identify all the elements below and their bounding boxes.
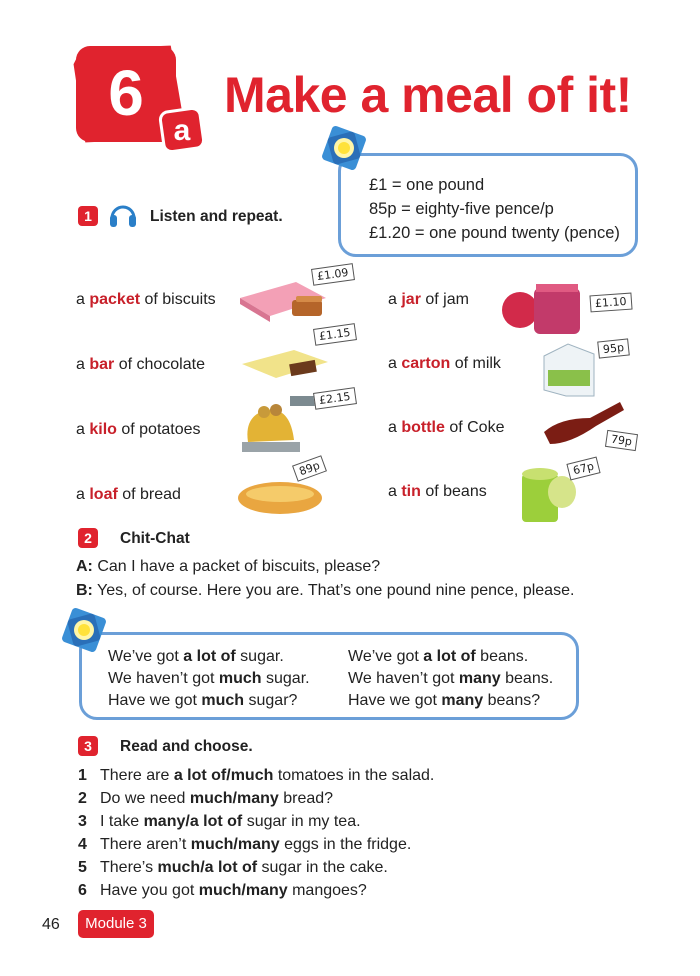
question-item: 4 There aren’t much/many eggs in the fridge. xyxy=(78,836,412,853)
exercise-3-number: 3 xyxy=(78,736,98,756)
grammar-line: We’ve got a lot of sugar. xyxy=(108,648,284,665)
vocab-item: a kilo of potatoes xyxy=(76,421,201,438)
module-badge: Module 3 xyxy=(78,910,154,938)
vocab-item: a carton of milk xyxy=(388,355,501,372)
milk-carton-image xyxy=(538,340,600,398)
price-tag: £1.15 xyxy=(313,323,356,346)
grammar-line: Have we got many beans? xyxy=(348,692,541,709)
question-item: 6 Have you got much/many mangoes? xyxy=(78,882,367,899)
unit-badge xyxy=(72,44,191,148)
vocab-item: a loaf of bread xyxy=(76,486,181,503)
page-title: Make a meal of it! xyxy=(224,67,632,123)
price-tag: £1.10 xyxy=(589,293,632,313)
bread-loaf-image xyxy=(236,476,326,518)
price-tag: 89p xyxy=(292,455,327,482)
tip-flower-icon xyxy=(58,604,110,656)
price-tag: 79p xyxy=(605,430,638,451)
grammar-line: Have we got much sugar? xyxy=(108,692,298,709)
headphones-icon xyxy=(108,200,138,228)
money-line: £1.20 = one pound twenty (pence) xyxy=(369,224,620,242)
question-item: 2 Do we need much/many bread? xyxy=(78,790,334,807)
exercise-2-title: Chit-Chat xyxy=(120,530,190,547)
money-line: £1 = one pound xyxy=(369,176,485,194)
dialogue-line: B: Yes, of course. Here you are. That’s one pound nine pence, please. xyxy=(76,582,575,599)
exercise-3-instruction: Read and choose. xyxy=(120,738,253,755)
tip-flower-icon xyxy=(318,122,370,174)
unit-number: 6 xyxy=(108,57,144,129)
dialogue-line: A: Can I have a packet of biscuits, please? xyxy=(76,558,381,575)
price-tag: 95p xyxy=(597,338,630,358)
vocab-item: a bar of chocolate xyxy=(76,356,205,373)
question-item: 3 I take many/a lot of sugar in my tea. xyxy=(78,813,361,830)
price-tag: £1.09 xyxy=(311,263,354,286)
exercise-1-number: 1 xyxy=(78,206,98,226)
vocab-item: a bottle of Coke xyxy=(388,419,505,436)
grammar-line: We’ve got a lot of beans. xyxy=(348,648,529,665)
price-tag: 67p xyxy=(566,457,600,481)
vocab-item: a jar of jam xyxy=(388,291,469,308)
page-number: 46 xyxy=(42,916,60,933)
question-item: 5 There’s much/a lot of sugar in the cake. xyxy=(78,859,388,876)
jam-jar-image xyxy=(500,280,592,338)
vocab-item: a tin of beans xyxy=(388,483,487,500)
question-item: 1 There are a lot of/much tomatoes in the salad. xyxy=(78,767,435,784)
grammar-line: We haven’t got much sugar. xyxy=(108,670,310,687)
money-info-box xyxy=(338,153,638,257)
unit-letter: a xyxy=(173,114,191,147)
vocab-item: a packet of biscuits xyxy=(76,291,216,308)
exercise-2-number: 2 xyxy=(78,528,98,548)
money-line: 85p = eighty-five pence/p xyxy=(369,200,554,218)
exercise-1-instruction: Listen and repeat. xyxy=(150,208,283,225)
price-tag: £2.15 xyxy=(313,387,356,410)
grammar-line: We haven’t got many beans. xyxy=(348,670,554,687)
chocolate-bar-image xyxy=(238,346,334,386)
